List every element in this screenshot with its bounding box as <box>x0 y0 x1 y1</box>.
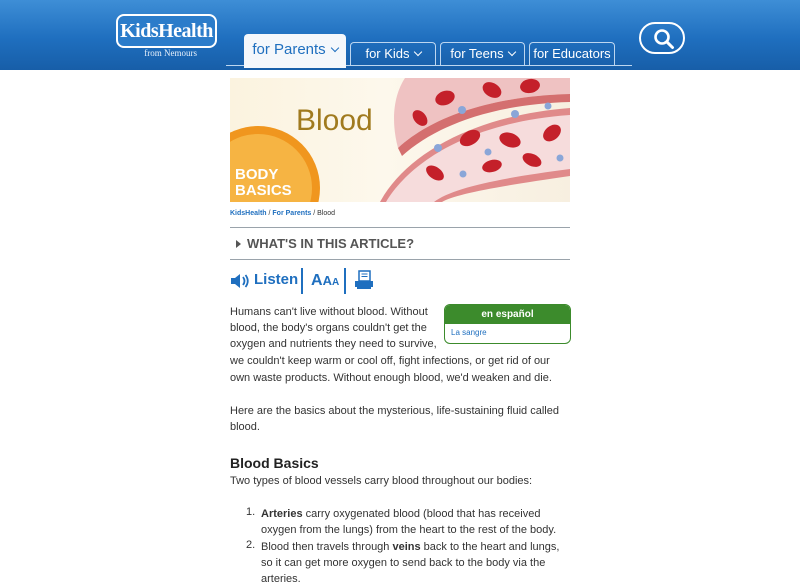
spanish-version-box <box>444 304 571 344</box>
tab-label: for Educators <box>533 46 611 61</box>
list-item-line: arteries. <box>261 573 301 585</box>
list-text: back to the heart and lungs, <box>420 541 560 553</box>
breadcrumb-separator: / <box>311 210 318 217</box>
chevron-down-icon <box>330 44 338 52</box>
basics-line: blood. <box>230 421 260 433</box>
tab-for-educators[interactable] <box>529 42 615 66</box>
search-button[interactable] <box>639 22 685 54</box>
intro-line: oxygen and nutrients they need to survive, <box>230 338 437 350</box>
intro-line: blood, the body's organs couldn't get the <box>230 322 427 334</box>
spanish-link[interactable]: La sangre <box>451 328 487 337</box>
divider <box>230 227 570 228</box>
breadcrumb-for-parents[interactable]: For Parents <box>272 210 312 217</box>
breadcrumb-current: Blood <box>317 210 336 217</box>
intro-line: own waste products. Without enough blood, we'd weaken and die. <box>230 372 552 384</box>
list-item <box>261 506 540 523</box>
tab-for-kids[interactable] <box>350 42 436 66</box>
intro-line: we couldn't keep warm or cool off, fight infections, or get rid of our <box>230 355 550 367</box>
list-item <box>261 539 559 556</box>
search-icon <box>653 28 675 50</box>
hero-banner <box>230 78 570 202</box>
site-header <box>0 0 800 70</box>
listen-button[interactable] <box>230 268 302 294</box>
listen-label: Listen <box>254 271 299 288</box>
tab-for-parents[interactable] <box>244 34 346 68</box>
list-text: carry oxygenated blood (blood that has received <box>302 508 541 520</box>
list-number: 1. <box>246 506 256 518</box>
list-term: Arteries <box>261 508 303 520</box>
divider <box>230 259 570 260</box>
hero-title: Blood <box>296 104 373 137</box>
speaker-icon <box>230 272 250 290</box>
breadcrumb-kidshealth[interactable]: KidsHealth <box>230 210 267 217</box>
badge-line-1: BODY <box>235 166 279 183</box>
list-item-line: so it can get more oxygen to send back to the body via the <box>261 557 546 569</box>
basics-line: Here are the basics about the mysterious, life-sustaining fluid called <box>230 405 559 417</box>
list-number: 2. <box>246 539 256 551</box>
logo-subtitle: from Nemours <box>144 48 197 58</box>
article-toc-toggle[interactable] <box>236 236 414 251</box>
section-intro: Two types of blood vessels carry blood throughout our bodies: <box>230 475 533 487</box>
triangle-right-icon <box>236 240 241 248</box>
tool-separator <box>301 268 303 294</box>
chevron-down-icon <box>507 48 515 56</box>
breadcrumb-separator: / <box>266 210 273 217</box>
list-term: veins <box>392 541 421 553</box>
intro-line: Humans can't live without blood. Without <box>230 306 428 318</box>
tab-label: for Parents <box>252 41 326 58</box>
toc-label: WHAT'S IN THIS ARTICLE? <box>247 236 415 251</box>
spanish-heading: en español <box>445 305 570 324</box>
print-icon <box>354 270 374 290</box>
tab-label: for Kids <box>365 46 410 61</box>
breadcrumb <box>230 210 335 217</box>
tool-separator <box>344 268 346 294</box>
badge-line-2: BASICS <box>235 182 292 199</box>
tab-label: for Teens <box>450 46 504 61</box>
list-item-line: oxygen from the lungs) from the heart to the rest of the body. <box>261 524 557 536</box>
kidshealth-logo[interactable] <box>116 14 217 48</box>
text-size-icon[interactable]: AAA <box>311 272 340 289</box>
logo-text: KidsHealth <box>120 20 213 42</box>
list-text: Blood then travels through <box>261 541 393 553</box>
chevron-down-icon <box>413 48 421 56</box>
section-heading: Blood Basics <box>230 455 319 471</box>
tab-for-teens[interactable] <box>440 42 525 66</box>
print-button[interactable] <box>354 270 374 295</box>
